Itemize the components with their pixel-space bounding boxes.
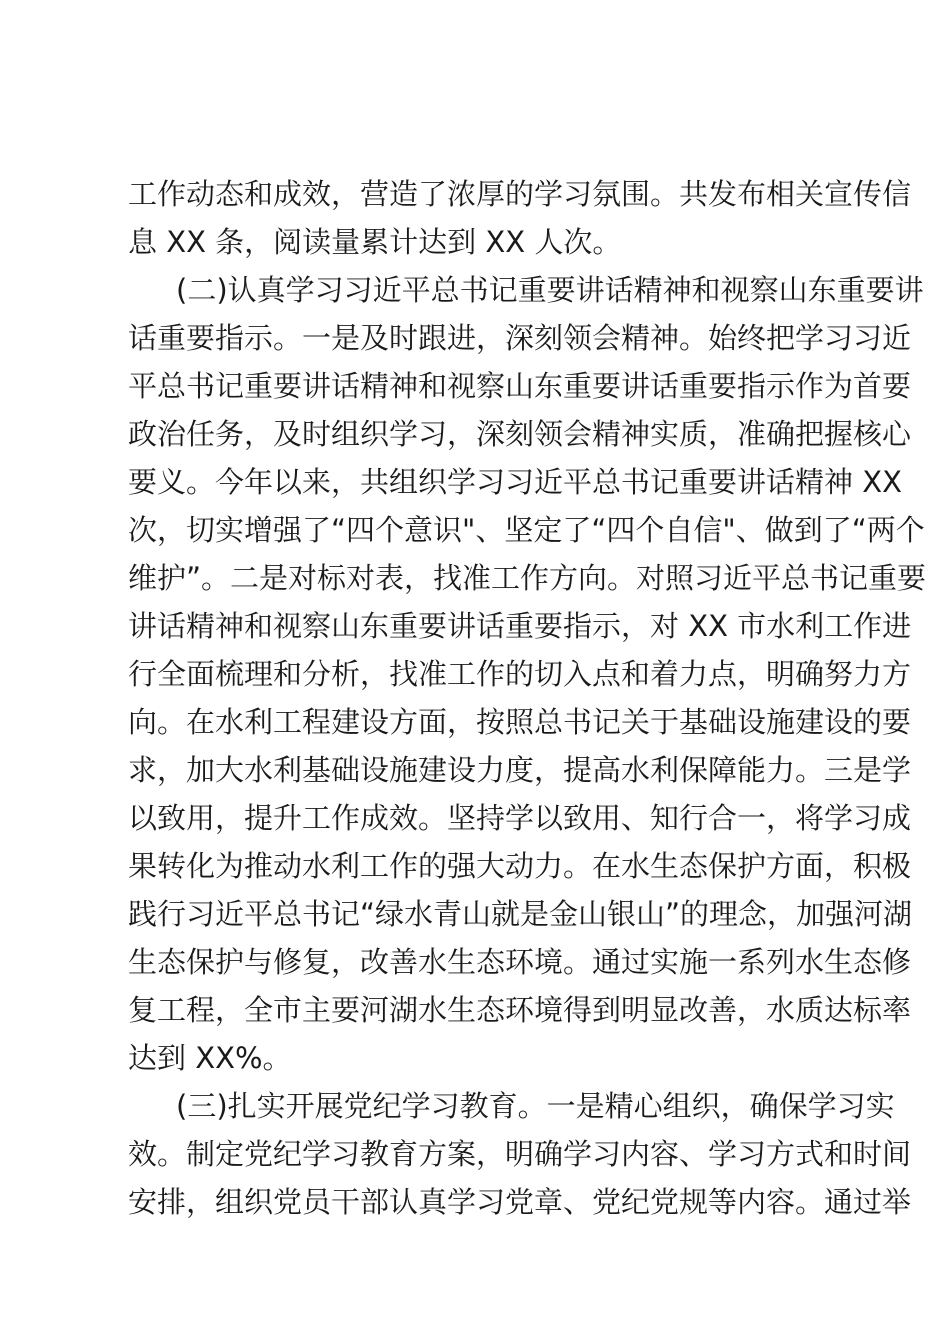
paragraph-heading-line: (三)扎实开展党纪学习教育。一是精心组织，确保学习实 <box>176 1089 895 1123</box>
text-line: 平总书记重要讲话精神和视察山东重要讲话重要指示作为首要 <box>128 369 912 403</box>
text-line: 求，加大水利基础设施建设力度，提高水利保障能力。三是学 <box>128 753 912 787</box>
text-line: 要义。今年以来，共组织学习习近平总书记重要讲话精神 XX <box>128 465 902 499</box>
text-line: 行全面梳理和分析，找准工作的切入点和着力点，明确努力方 <box>128 657 912 691</box>
text-line: 达到 XX%。 <box>128 1041 292 1075</box>
text-line: 维护”。二是对标对表，找准工作方向。对照习近平总书记重要 <box>128 561 927 595</box>
text-line: 以致用，提升工作成效。坚持学以致用、知行合一，将学习成 <box>128 801 912 835</box>
text-line: 工作动态和成效，营造了浓厚的学习氛围。共发布相关宣传信 <box>128 177 912 211</box>
paragraph-heading-line: (二)认真学习习近平总书记重要讲话精神和视察山东重要讲 <box>176 273 924 307</box>
text-line: 生态保护与修复，改善水生态环境。通过实施一系列水生态修 <box>128 945 912 979</box>
text-line: 安排，组织党员干部认真学习党章、党纪党规等内容。通过举 <box>128 1185 912 1219</box>
text-line: 践行习近平总书记“绿水青山就是金山银山”的理念，加强河湖 <box>128 897 913 931</box>
text-line: 息 XX 条，阅读量累计达到 XX 人次。 <box>128 225 622 259</box>
text-line: 话重要指示。一是及时跟进，深刻领会精神。始终把学习习近 <box>128 321 912 355</box>
text-line: 次，切实增强了“四个意识"、坚定了“四个自信"、做到了“两个 <box>128 513 925 547</box>
text-line: 复工程，全市主要河湖水生态环境得到明显改善，水质达标率 <box>128 993 912 1027</box>
text-line: 政治任务，及时组织学习，深刻领会精神实质，准确把握核心 <box>128 417 912 451</box>
text-line: 效。制定党纪学习教育方案，明确学习内容、学习方式和时间 <box>128 1137 912 1171</box>
text-line: 向。在水利工程建设方面，按照总书记关于基础设施建设的要 <box>128 705 912 739</box>
text-line: 讲话精神和视察山东重要讲话重要指示，对 XX 市水利工作进 <box>128 609 912 643</box>
text-line: 果转化为推动水利工作的强大动力。在水生态保护方面，积极 <box>128 849 912 883</box>
